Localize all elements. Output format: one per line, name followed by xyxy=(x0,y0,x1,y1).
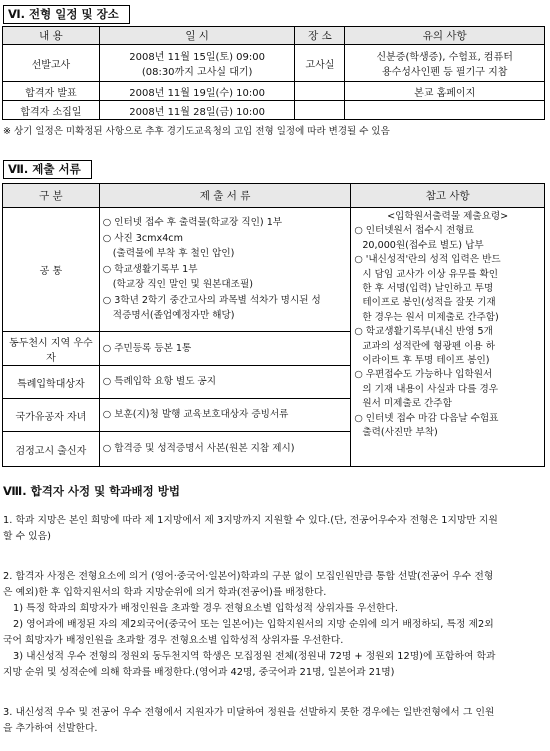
row-place: 고사실 xyxy=(295,45,345,82)
reference-line: 출력(사진만 부착) xyxy=(362,427,438,439)
table-row xyxy=(3,82,545,101)
header-documents: 제 출 서 류 xyxy=(99,184,351,208)
reference-line: ○ '내신성적'란의 성적 입력은 반드 xyxy=(354,254,501,266)
document-item: ○ 특례입학 요항 별도 공지 xyxy=(102,376,217,388)
row-name: 선발고사 xyxy=(3,45,100,82)
paragraph-line: 2) 영어과에 배정된 자의 제2외국어(중국어 또는 일본어)는 입학지원서의 지망 순위에 의거 배정하되, 특정 제2외 xyxy=(13,619,494,630)
paragraph-line: 을 추가하여 선발한다. xyxy=(3,723,98,734)
paragraph-3 xyxy=(3,705,543,737)
row-name: 합격자 발표 xyxy=(3,82,100,101)
row-date: 2008년 11월 19일(수) 10:00 xyxy=(99,82,295,101)
row-place xyxy=(295,82,345,101)
documents-table xyxy=(2,183,545,467)
schedule-table xyxy=(2,26,545,120)
paragraph-line: 2. 합격자 사정은 전형요소에 의거 (영어·중국어·일본어)학과의 구분 없이 모집인원만큼 통합 선발(전공어 우수 전형 xyxy=(3,571,494,582)
paragraph-line: 3. 내신성적 우수 및 전공어 우수 전형에서 지원자가 미달하여 정원을 선발하지 못한 경우에는 일반전형에서 그 인원 xyxy=(3,707,495,718)
reference-notes xyxy=(351,208,545,467)
reference-line: 테이프로 봉인(성적을 잘못 기재 xyxy=(362,297,496,309)
reference-line: ○ 인터넷원서 접수시 전형료 xyxy=(354,225,474,237)
row-date: 2008년 11월 28일(금) 10:00 xyxy=(99,101,295,120)
row-date xyxy=(99,45,295,82)
category-ged: 검정고시 출신자 xyxy=(3,432,100,467)
paragraph-line: 은 예외)한 후 입학지원서의 학과 지망순위에 의거 학과(전공어)를 배정한다. xyxy=(3,587,327,598)
row-notes xyxy=(345,45,545,82)
reference-line: ○ 학교생활기록부(내신 반영 5개 xyxy=(354,326,493,338)
row-date-line1: 2008년 11월 15일(토) 09:00 xyxy=(129,52,265,63)
documents-veterans xyxy=(99,399,351,432)
document-item: (출력물에 부착 후 철인 압인) xyxy=(112,248,235,260)
paragraph-2 xyxy=(3,569,543,681)
header-datetime: 일 시 xyxy=(99,27,295,45)
reference-line: 의 기재 내용이 사실과 다를 경우 xyxy=(362,383,499,395)
document-item: (학교장 직인 말인 및 원본대조필) xyxy=(112,279,253,291)
document-item: ○ 학교생활기록부 1부 xyxy=(102,263,198,275)
header-category: 구 분 xyxy=(3,184,100,208)
category-common: 공 통 xyxy=(3,208,100,332)
documents-ged xyxy=(99,432,351,467)
row-notes: 본교 홈페이지 xyxy=(345,82,545,101)
paragraph-line: 3) 내신성적 우수 전형의 정원외 동두천지역 학생은 모집정원 전체(정원내 72명 + 정원외 12명)에 포함하여 학과 xyxy=(13,651,496,662)
section7-title: Ⅶ. 제출 서류 xyxy=(3,160,92,179)
reference-line: ○ 인터넷 접수 마감 다음날 수험표 xyxy=(354,412,499,424)
table-row xyxy=(3,45,545,82)
reference-heading: <입학원서출력물 제출요령> xyxy=(387,211,509,222)
paragraph-line: 1. 학과 지망은 본인 희망에 따라 제 1지망에서 제 3지망까지 지원할 수 있다.(단, 전공어우수자 전형은 1지망만 지원 xyxy=(3,515,498,526)
row-notes-line1: 신분증(학생증), 수험표, 컴퓨터 xyxy=(376,52,513,63)
document-item: ○ 3학년 2학기 중간고사의 과목별 석차가 명시된 성 xyxy=(102,294,321,306)
document-item: ○ 주민등록 등본 1통 xyxy=(102,342,192,354)
category-local: 동두천시 지역 우수자 xyxy=(3,332,100,366)
document-item: ○ 합격증 및 성적증명서 사본(원본 지참 제시) xyxy=(102,443,295,455)
document-item: ○ 보훈(지)청 발행 교육보호대상자 증빙서류 xyxy=(102,409,289,421)
reference-line: 이라이트 후 투명 테이프 봉인) xyxy=(362,355,490,367)
row-name: 합격자 소집일 xyxy=(3,101,100,120)
section6-title: Ⅵ. 전형 일정 및 장소 xyxy=(3,5,130,24)
paragraph-line: 지망 순위 및 성적순에 의해 학과를 배정한다.(영어과 42명, 중국어과 21명, 일본어과 21명) xyxy=(3,667,395,678)
reference-line: ○ 우편접수도 가능하나 입학원서 xyxy=(354,369,493,381)
document-item: ○ 인터넷 접수 후 출력물(학교장 직인) 1부 xyxy=(102,217,283,229)
row-date-line2: (08:30까지 고사실 대기) xyxy=(141,67,253,78)
reference-line: 20,000원(접수료 별도) 납부 xyxy=(362,239,484,251)
header-place: 장 소 xyxy=(295,27,345,45)
paragraph-line: 1) 특정 학과의 희망자가 배정인원을 초과할 경우 전형요소별 입학성적 상위자를 우선한다. xyxy=(13,603,399,614)
paragraph-line: 할 수 있음) xyxy=(3,531,51,542)
row-place xyxy=(295,101,345,120)
row-notes xyxy=(345,101,545,120)
table-row xyxy=(3,208,545,332)
header-content: 내 용 xyxy=(3,27,100,45)
paragraph-line: 국어 희망자가 배정인원을 초과할 경우 전형요소별 입학성적 상위자를 우선한다. xyxy=(3,635,344,646)
documents-local xyxy=(99,332,351,366)
header-reference: 참고 사항 xyxy=(351,184,545,208)
section8-title: Ⅷ. 합격자 사정 및 학과배정 방법 xyxy=(3,484,180,498)
reference-line: 교과의 성적란에 형광펜 이용 하 xyxy=(362,340,496,352)
table-row xyxy=(3,101,545,120)
paragraph-1 xyxy=(3,513,543,545)
reference-line: 시 담임 교사가 이상 유무를 확인 xyxy=(362,268,499,280)
document-item: ○ 사진 3cmx4cm xyxy=(102,232,183,244)
header-notes: 유의 사항 xyxy=(345,27,545,45)
reference-line: 원서 미제출로 간주함 xyxy=(362,398,452,410)
documents-special xyxy=(99,366,351,399)
row-notes-line2: 용수성사인펜 등 필기구 지참 xyxy=(381,67,508,78)
documents-common xyxy=(99,208,351,332)
category-special: 특례입학대상자 xyxy=(3,366,100,399)
document-item: 적증명서(졸업예정자만 해당) xyxy=(112,310,235,322)
reference-line: 한 후 서명(입력) 날인하고 투명 xyxy=(362,283,494,295)
schedule-footnote: ※ 상기 일정은 미확정된 사항으로 추후 경기도교육청의 고입 전형 일정에 따라 변경될 수 있음 xyxy=(3,126,390,137)
category-veterans: 국가유공자 자녀 xyxy=(3,399,100,432)
reference-line: 한 경우는 원서 미제출로 간주함) xyxy=(362,311,499,323)
